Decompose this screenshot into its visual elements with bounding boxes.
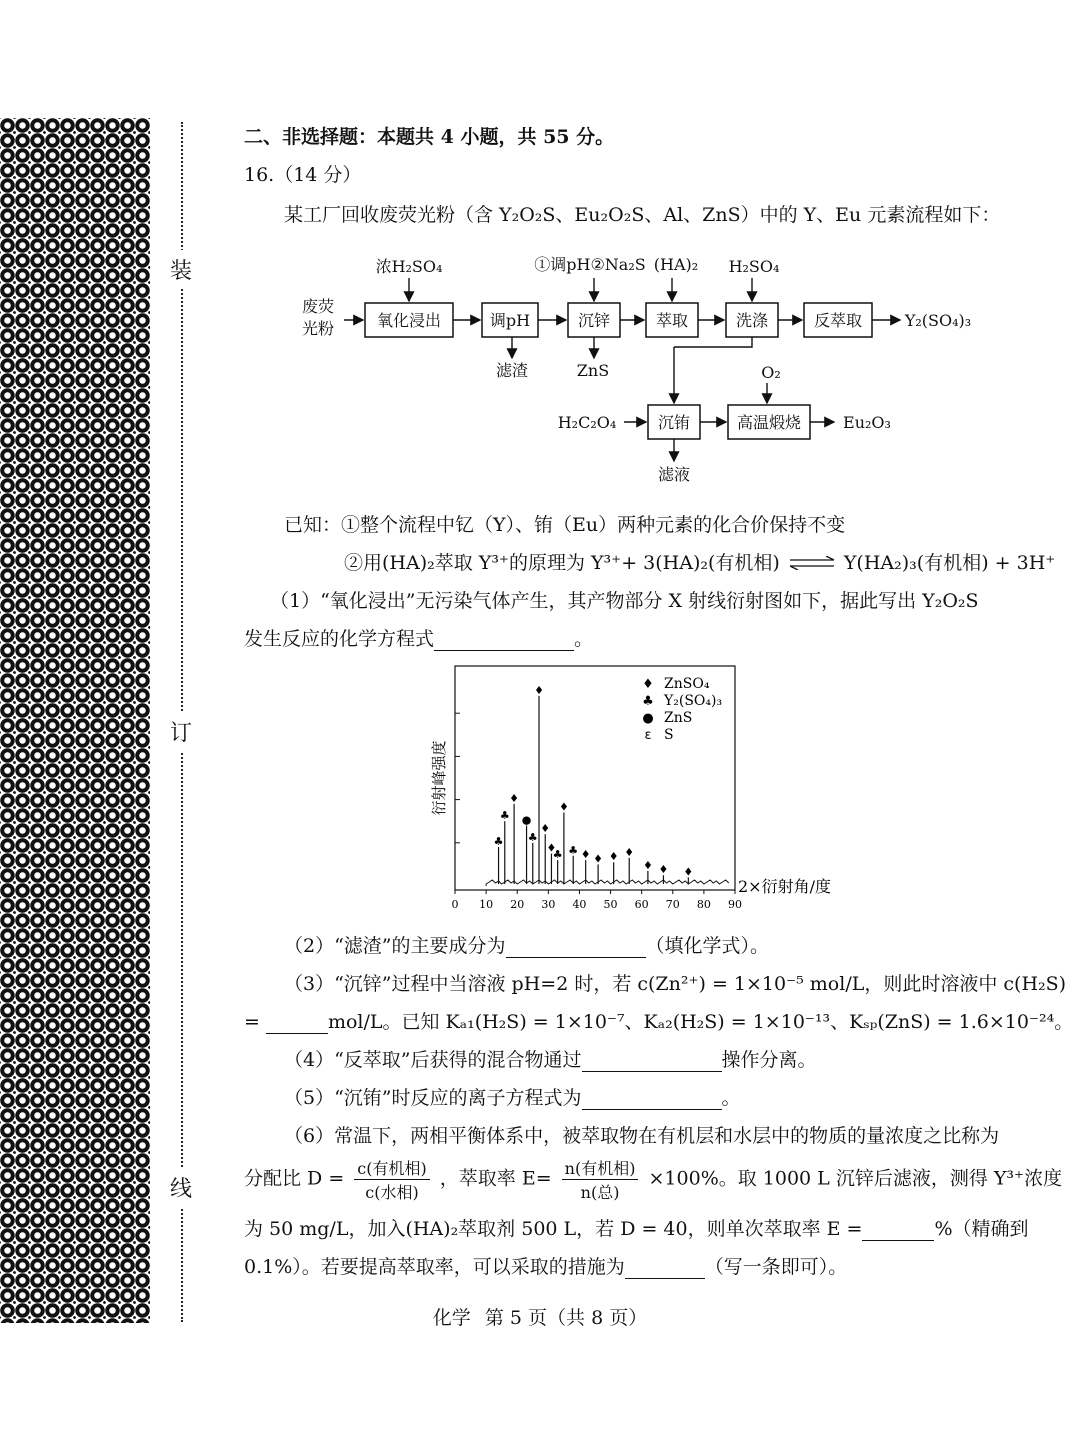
peak-marker-12: ♦	[593, 852, 604, 866]
q5-answer-blank[interactable]	[582, 1087, 722, 1110]
peak-marker-3: ●	[521, 813, 532, 827]
q3-line2-post: mol/L。已知 Kₐ₁(H₂S) = 1×10⁻⁷、Kₐ₂(H₂S) = 1×10⁻¹³、Kₛₚ(ZnS) = 1.6×10⁻²⁴。	[327, 1011, 1074, 1033]
x-tick-label-1: 10	[479, 898, 494, 911]
q4-post: 操作分离。	[721, 1049, 817, 1071]
product-eu2o3: Eu₂O₃	[843, 413, 891, 432]
q5-pre: （5）“沉铕”时反应的离子方程式为	[284, 1087, 582, 1109]
q1-line2	[244, 624, 593, 651]
q6-e-answer-blank[interactable]	[862, 1218, 934, 1241]
q5	[284, 1083, 741, 1110]
reagent-o2: O₂	[761, 363, 781, 382]
x-tick-label-5: 50	[603, 898, 618, 911]
peak-marker-15: ♦	[642, 858, 653, 872]
chart-ylabel: 衍射峰强度	[430, 740, 448, 816]
footer-page: 第 5 页（共 8 页）	[484, 1307, 648, 1329]
reagent-h2so4: H₂SO₄	[728, 257, 780, 276]
q6-line2-post: ×100%。取 1000 L 沉锌后滤液，测得 Y³⁺浓度	[648, 1167, 1063, 1190]
q3-answer-blank[interactable]	[266, 1011, 328, 1034]
x-tick-label-2: 20	[510, 898, 525, 911]
q3-line2-pre: =	[244, 1011, 260, 1033]
fraction-d	[354, 1156, 429, 1203]
q1-line2-post: 。	[574, 628, 594, 650]
reagent-ha2: (HA)₂	[653, 255, 699, 274]
peak-marker-5: ♦	[534, 683, 544, 697]
peak-marker-9: ♦	[558, 800, 569, 814]
page-footer	[0, 1303, 1080, 1330]
peak-marker-14: ♦	[624, 845, 635, 859]
label-calcination: 高温煅烧	[736, 413, 802, 432]
byproduct-zns: ZnS	[576, 361, 610, 380]
known-line2	[344, 548, 1055, 575]
question-intro: 某工厂回收废荧光粉（含 Y₂O₂S、Eu₂O₂S、Al、ZnS）中的 Y、Eu 元素流程如下：	[284, 204, 1001, 226]
legend-symbol-1: ♣	[642, 694, 654, 709]
footer-subject: 化学	[432, 1307, 471, 1329]
known-line1: 已知：①整个流程中钇（Y）、铕（Eu）两种元素的化合价保持不变	[284, 514, 846, 536]
peak-marker-16: ♦	[658, 863, 669, 877]
reagent-ph-na2s: ①调pH②Na₂S	[534, 255, 646, 274]
known-line2-right: Y(HA₂)₃(有机相) + 3H⁺	[843, 552, 1056, 574]
peak-marker-13: ♦	[608, 850, 619, 864]
q4	[284, 1045, 817, 1072]
flow-start-1: 废荧	[302, 297, 335, 316]
x-tick-label-7: 70	[665, 898, 680, 911]
product-y2so43: Y₂(SO₄)₃	[904, 311, 972, 330]
q4-pre: （4）“反萃取”后获得的混合物通过	[284, 1049, 582, 1071]
q6-line2	[244, 1156, 1062, 1203]
q2	[284, 931, 769, 958]
legend-label-2: ZnS	[664, 710, 693, 726]
peak-marker-10: ♣	[568, 843, 579, 857]
x-tick-label-3: 30	[541, 898, 556, 911]
x-tick-label-4: 40	[572, 898, 587, 911]
q6-measure-answer-blank[interactable]	[625, 1256, 705, 1279]
peak-marker-8: ♣	[552, 848, 563, 862]
byproduct-residue: 滤渣	[495, 361, 529, 380]
legend-label-1: Y₂(SO₄)₃	[664, 693, 723, 709]
peak-marker-6: ♦	[540, 822, 551, 836]
q2-post: （填化学式）。	[645, 935, 770, 957]
legend-label-3: S	[664, 727, 674, 743]
margin-char-ding: 订	[168, 712, 194, 751]
x-tick-label-9: 90	[728, 898, 742, 911]
peak-marker-11: ♦	[580, 848, 591, 862]
q6-d-label: 分配比 D =	[244, 1167, 345, 1190]
byproduct-filtrate: 滤液	[657, 465, 691, 484]
q2-answer-blank[interactable]	[506, 935, 646, 958]
x-tick-label-6: 60	[634, 898, 649, 911]
fraction-d-den: c(水相)	[365, 1183, 419, 1202]
label-extraction: 萃取	[655, 311, 689, 330]
q6-e-label: ，萃取率 E=	[439, 1167, 552, 1190]
peak-marker-1: ♣	[499, 809, 510, 823]
q6-line4-post: （写一条即可）。	[704, 1256, 848, 1278]
margin-char-zhuang: 装	[168, 250, 194, 289]
known-line2-left: ②用(HA)₂萃取 Y³⁺的原理为 Y³⁺+ 3(HA)₂(有机相)	[344, 552, 780, 574]
reagent-h2so4-conc: 浓H₂SO₄	[375, 257, 443, 276]
q1-line1: （1）“氧化浸出”无污染气体产生，其产物部分 X 射线衍射图如下，据此写出 Y₂O₂S	[270, 590, 979, 612]
label-washing: 洗涤	[735, 311, 769, 330]
margin-char-xian: 线	[168, 1168, 194, 1207]
q6-line4-pre: 0.1%）。若要提高萃取率，可以采取的措施为	[244, 1256, 625, 1278]
section-heading: 二、非选择题：本题共 4 小题，共 55 分。	[244, 126, 615, 148]
label-oxidation-leach: 氧化浸出	[376, 311, 442, 330]
flow-start-2: 光粉	[302, 319, 335, 338]
peak-marker-0: ♣	[493, 835, 504, 849]
q6-line3-post: %（精确到	[934, 1218, 1029, 1240]
q4-answer-blank[interactable]	[582, 1049, 722, 1072]
fraction-e-den: n(总)	[580, 1183, 620, 1202]
label-adjust-ph: 调pH	[489, 311, 531, 330]
q6-line4	[244, 1252, 847, 1279]
label-back-extraction: 反萃取	[813, 311, 863, 330]
q5-post: 。	[721, 1087, 741, 1109]
process-flow-diagram	[290, 250, 990, 495]
label-zinc-precip: 沉锌	[577, 311, 611, 330]
chart-baseline	[486, 880, 729, 886]
reagent-h2c2o4: H₂C₂O₄	[557, 413, 617, 432]
x-tick-label-8: 80	[696, 898, 711, 911]
peak-marker-7: ♦	[546, 841, 557, 855]
label-eu-precip: 沉铕	[657, 413, 691, 432]
legend-symbol-0: ♦	[642, 677, 654, 692]
q2-pre: （2）“滤渣”的主要成分为	[284, 935, 506, 957]
xrd-chart	[420, 658, 860, 914]
legend-label-0: ZnSO₄	[664, 676, 710, 692]
equilibrium-arrow-icon	[786, 553, 838, 575]
q1-answer-blank[interactable]	[434, 628, 574, 651]
fraction-d-num: c(有机相)	[354, 1156, 429, 1180]
fraction-e-num: n(有机相)	[562, 1156, 639, 1180]
question-number: 16.（14 分）	[244, 164, 362, 186]
fraction-e	[562, 1156, 639, 1203]
peak-marker-2: ♦	[509, 791, 520, 805]
q6-line1: （6）常温下，两相平衡体系中，被萃取物在有机层和水层中的物质的量浓度之比称为	[284, 1125, 1000, 1147]
legend-symbol-2: ●	[642, 711, 654, 726]
q3-line1: （3）“沉锌”过程中当溶液 pH=2 时，若 c(Zn²⁺) = 1×10⁻⁵ mol/L，则此时溶液中 c(H₂S)	[284, 973, 1067, 995]
q6-line3-pre: 为 50 mg/L，加入(HA)₂萃取剂 500 L，若 D = 40，则单次萃取率 E =	[244, 1218, 863, 1240]
peak-marker-17: ♦	[683, 865, 694, 879]
binding-border-pattern	[0, 118, 150, 1323]
q3-line2	[244, 1007, 1073, 1034]
chart-xlabel: 2×衍射角/度	[738, 877, 831, 896]
q6-line3	[244, 1214, 1029, 1241]
peak-marker-4: ♣	[527, 830, 538, 844]
x-tick-label-0: 0	[451, 898, 459, 911]
legend-symbol-3: ε	[644, 728, 652, 743]
q1-line2-pre: 发生反应的化学方程式	[244, 628, 435, 650]
